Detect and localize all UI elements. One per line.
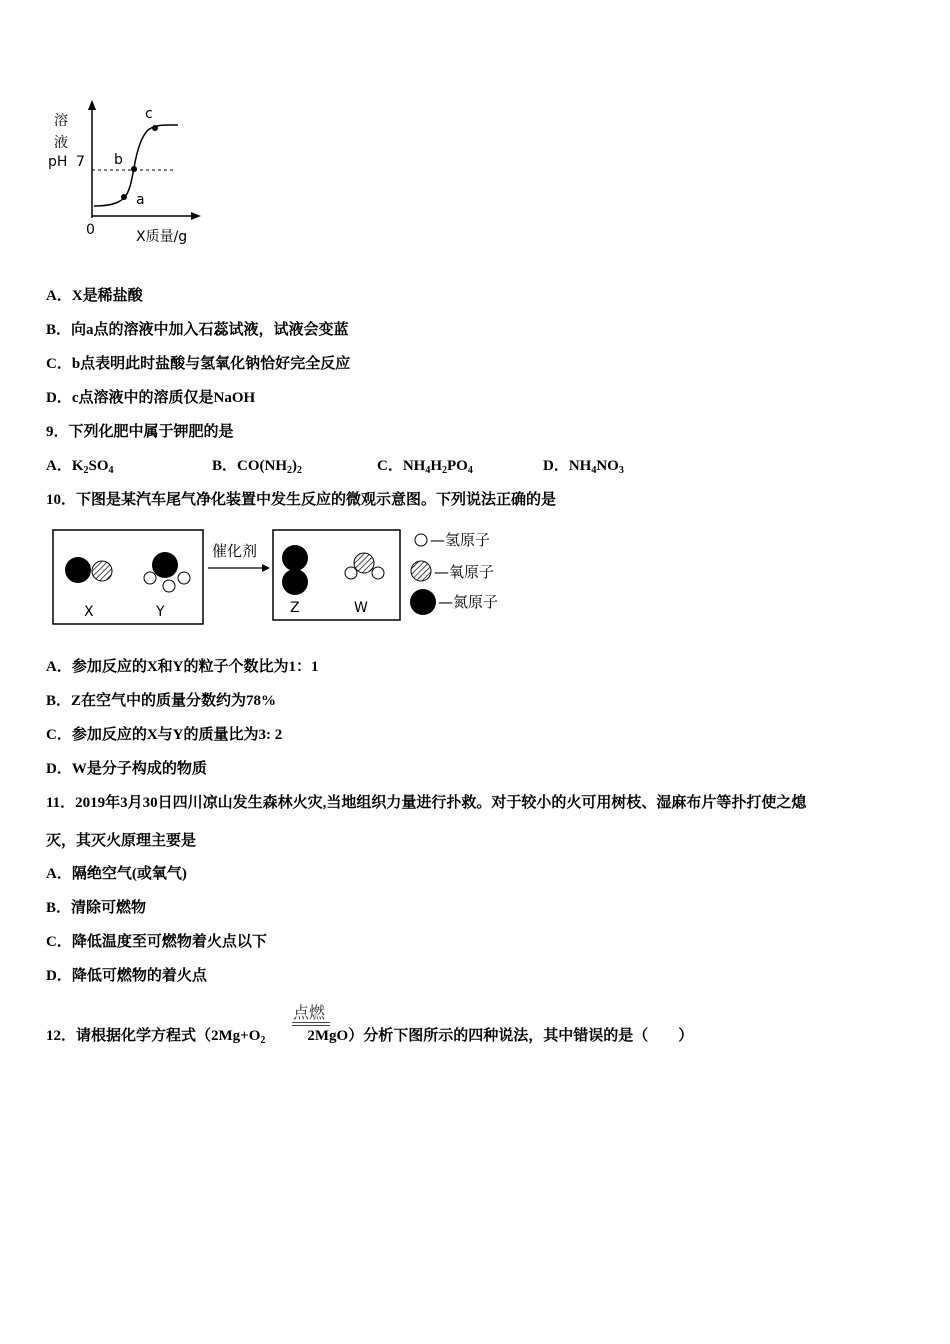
q9-options — [46, 456, 846, 476]
point-c-label: c — [145, 106, 153, 122]
q12-prefix: 12．请根据化学方程式（2Mg+O — [46, 1028, 261, 1044]
q12-subscript: 2 — [260, 1035, 266, 1046]
q12-double-line-top — [292, 1022, 330, 1023]
label-x: X — [84, 604, 94, 620]
z-nitrogen-atom-1 — [282, 545, 308, 571]
q11-option-d: D．降低可燃物的着火点 — [46, 968, 207, 984]
q8-option-c: C．b点表明此时盐酸与氢氧化钠恰好完全反应 — [46, 356, 351, 372]
q12-suffix: 2MgO）分析下图所示的四种说法，其中错误的是（ ） — [307, 1028, 694, 1044]
x-nitrogen-atom — [65, 557, 91, 583]
q11-stem-line2: 灭，其灭火原理主要是 — [46, 833, 197, 849]
q11-option-a: A．隔绝空气(或氧气) — [46, 866, 187, 882]
reaction-arrow-head — [262, 564, 270, 572]
q9-option-a: A．$K_2SO_4$ — [46, 458, 114, 476]
q8-option-a: A．X是稀盐酸 — [46, 288, 143, 304]
legend-nitrogen-text: —氮原子 — [438, 593, 499, 611]
q12-double-line-bottom — [292, 1025, 330, 1026]
q9-option-b: B．$CO(NH_2)_2$ — [212, 458, 303, 476]
w-hydrogen-atom-2 — [372, 567, 384, 579]
point-c-dot — [152, 125, 158, 131]
q11-option-b: B．清除可燃物 — [46, 900, 147, 916]
q11-stem-line1: 11．2019年3月30日四川凉山发生森林火灾,当地组织力量进行扑救。对于较小的火可用树枝、湿麻布片等扑打使之熄 — [46, 795, 807, 811]
q11-option-c: C．降低温度至可燃物着火点以下 — [46, 934, 267, 950]
catalyst-label: 催化剂 — [212, 542, 258, 560]
q9-option-d: D．$NH_4NO_3$ — [543, 458, 624, 476]
y-tick-7: 7 — [76, 154, 85, 170]
point-b-dot — [131, 166, 137, 172]
q10-stem: 10．下图是某汽车尾气净化装置中发生反应的微观示意图。下列说法正确的是 — [46, 492, 557, 508]
legend-hydrogen-text: —氢原子 — [430, 531, 491, 549]
ph-curve-svg — [46, 98, 216, 248]
point-b-label: b — [114, 152, 123, 168]
q10-option-c: C．参加反应的X与Y的质量比为3: 2 — [46, 727, 283, 743]
legend-oxygen-symbol — [411, 561, 431, 581]
x-label: X质量/g — [136, 229, 188, 245]
q9-option-c: C．$NH_4H_2PO_4$ — [377, 458, 473, 476]
q12-condition-block — [292, 1000, 332, 1028]
label-w: W — [354, 600, 368, 616]
q8-option-d: D．c点溶液中的溶质仅是NaOH — [46, 390, 256, 406]
x-oxygen-atom — [92, 561, 112, 581]
legend-nitrogen-symbol — [410, 589, 436, 615]
y-label-3: pH — [48, 154, 68, 170]
w-oxygen-atom — [354, 553, 374, 573]
y-hydrogen-atom-3 — [178, 572, 190, 584]
legend-oxygen-text: —氧原子 — [434, 563, 495, 581]
origin-label: 0 — [86, 222, 95, 238]
y-hydrogen-atom-1 — [144, 572, 156, 584]
ph-curve-graph — [46, 98, 216, 248]
label-z: Z — [290, 600, 300, 616]
legend-hydrogen-symbol — [415, 534, 427, 546]
y-label-1: 溶 — [54, 113, 68, 129]
y-axis-arrow — [88, 100, 96, 110]
z-nitrogen-atom-2 — [282, 569, 308, 595]
y-label-2: 液 — [54, 135, 68, 151]
q12-condition-text: 点燃 — [293, 1003, 326, 1022]
q10-option-d: D．W是分子构成的物质 — [46, 761, 207, 777]
label-y: Y — [156, 604, 165, 620]
point-a-label: a — [136, 192, 145, 208]
q10-option-b: B．Z在空气中的质量分数约为78% — [46, 693, 277, 709]
q8-option-b: B．向a点的溶液中加入石蕊试液，试液会变蓝 — [46, 322, 349, 338]
x-axis-arrow — [191, 212, 201, 220]
reaction-diagram — [52, 526, 512, 628]
point-a-dot — [121, 194, 127, 200]
y-nitrogen-atom — [152, 552, 178, 578]
w-hydrogen-atom-1 — [345, 567, 357, 579]
y-hydrogen-atom-2 — [163, 580, 175, 592]
q12-stem — [46, 1026, 693, 1046]
q9-stem: 9．下列化肥中属于钾肥的是 — [46, 424, 234, 440]
q10-option-a: A．参加反应的X和Y的粒子个数比为1：1 — [46, 659, 319, 675]
